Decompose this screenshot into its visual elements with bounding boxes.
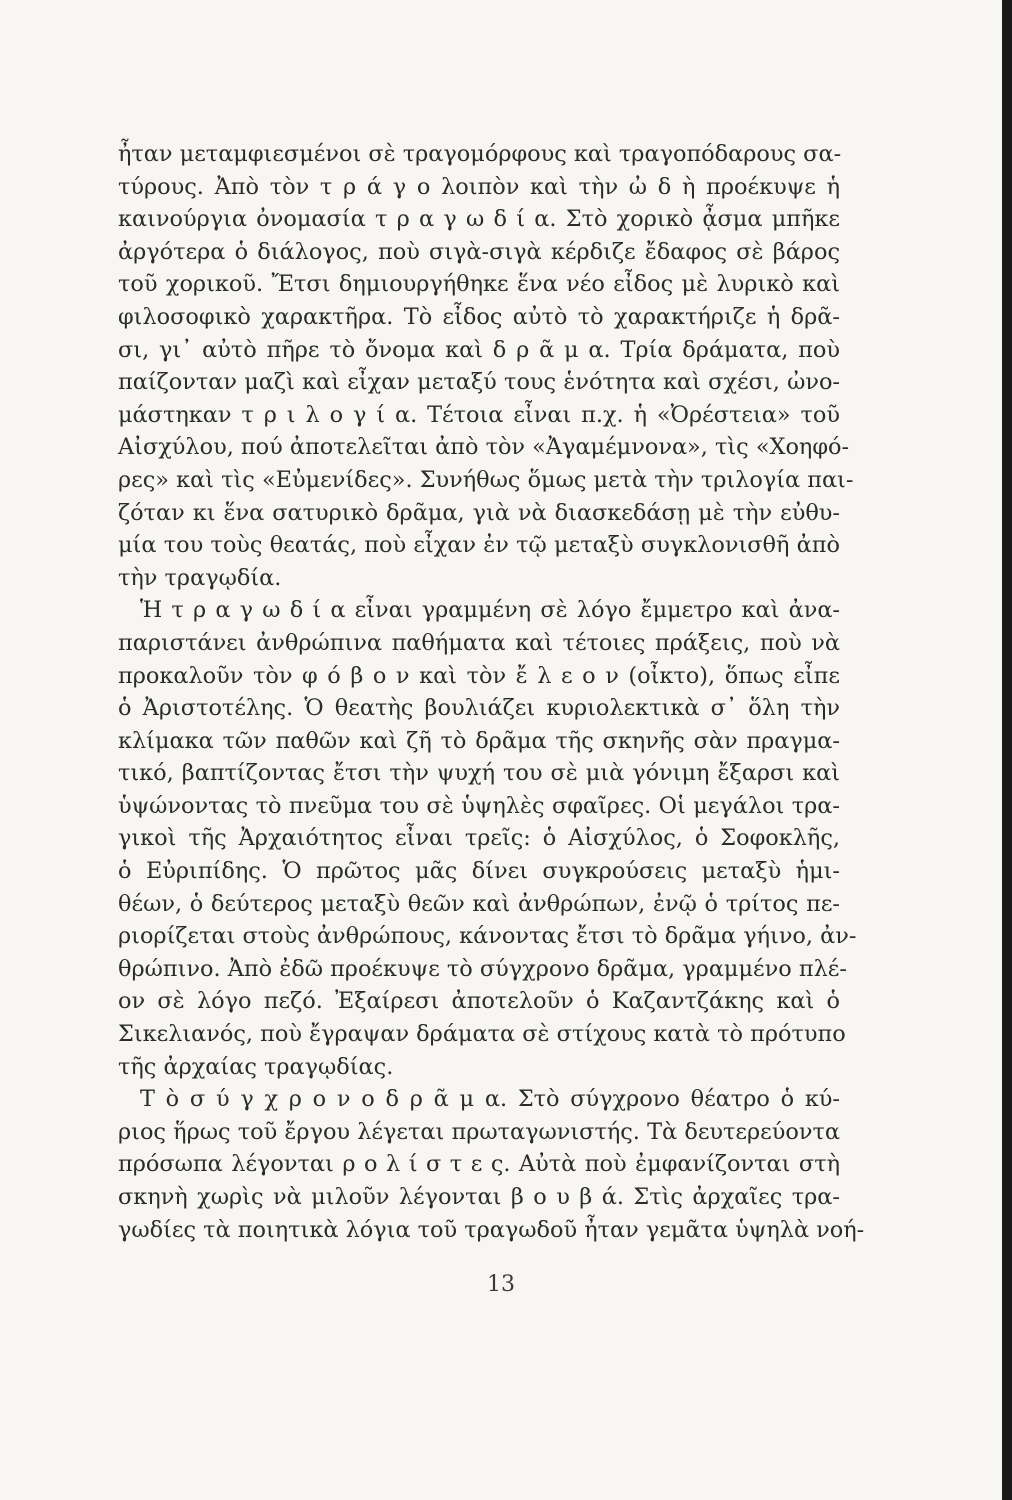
text-line: Αἰσχύλου, πού ἀποτελεῖται ἀπὸ τὸν «Ἀγαμέμνονα», τὶς «Χοηφό- [118,434,850,461]
text-line: ὁ Εὐριπίδης. Ὁ πρῶτος μᾶς δίνει συγκρούσεις μεταξὺ ἡμι- [118,858,840,885]
page-edge [1002,0,1012,1500]
text-line: γωδίες τὰ ποιητικὰ λόγια τοῦ τραγωδοῦ ἦταν γεμᾶτα ὑψηλὰ νοή- [118,1216,865,1243]
text-line: ζόταν κι ἕνα σατυρικὸ δρᾶμα, γιὰ νὰ διασκεδάσῃ μὲ τὴν εὐθυ- [118,499,840,526]
text-line: ὁ Ἀριστοτέλης. Ὁ θεατὴς βουλιάζει κυριολεκτικὰ σ᾽ ὅλη τὴν [118,695,840,722]
text-line: ἦταν μεταμφιεσμένοι σὲ τραγομόρφους καὶ τραγοπόδαρους σα- [118,141,842,167]
text-line: τικό, βαπτίζοντας ἔτσι τὴν ψυχή του σὲ μιὰ γόνιμη ἔξαρσι καὶ [118,760,840,787]
text-line: προκαλοῦν τὸν φ ό β ο ν καὶ τὸν ἔ λ ε ο ν (οἶκτο), ὅπως εἶπε [118,662,840,689]
text-line: γικοὶ τῆς Ἀρχαιότητος εἶναι τρεῖς: ὁ Αἰσχύλος, ὁ Σοφοκλῆς, [118,825,840,852]
text-line: ρες» καὶ τὶς «Εὐμενίδες». Συνήθως ὅμως μετὰ τὴν τριλογία παι- [118,466,854,493]
text-line: μάστηκαν τ ρ ι λ ο γ ί α. Τέτοια εἶναι π.χ. ἡ «Ὀρέστεια» τοῦ [118,401,840,428]
page-number: 13 [487,1272,515,1297]
text-line: πρόσωπα λέγονται ρ ο λ ί σ τ ε ς. Αὐτὰ ποὺ ἐμφανίζονται στὴ [118,1151,840,1178]
body-text [118,138,865,1246]
text-line: τῆς ἀρχαίας τραγῳδίας. [118,1053,394,1080]
text-line: Ἡ τ ρ α γ ω δ ί α εἶναι γραμμένη σὲ λόγο ἔμμετρο καὶ ἀνα- [140,597,840,624]
text-line: παίζονταν μαζὶ καὶ εἶχαν μεταξύ τους ἑνότητα καὶ σχέσι, ὠνο- [118,369,840,396]
text-line: ἀργότερα ὁ διάλογος, ποὺ σιγὰ-σιγὰ κέρδιζε ἔδαφος σὲ βάρος [118,238,840,265]
text-line: σι, γι᾽ αὐτὸ πῆρε τὸ ὄνομα καὶ δ ρ ᾶ μ α. Τρία δράματα, ποὺ [118,336,840,363]
text-line: ριορίζεται στοὺς ἀνθρώπους, κάνοντας ἔτσι τὸ δρᾶμα γήινο, ἀν- [118,923,857,950]
text-line: θρώπινο. Ἀπὸ ἐδῶ προέκυψε τὸ σύγχρονο δρᾶμα, γραμμένο πλέ- [118,955,847,982]
text-line: τὴν τραγῳδία. [118,564,282,591]
text-line: φιλοσοφικὸ χαρακτῆρα. Τὸ εἶδος αὐτὸ τὸ χαρακτήριζε ἡ δρᾶ- [118,303,840,330]
text-line: κλίμακα τῶν παθῶν καὶ ζῆ τὸ δρᾶμα τῆς σκηνῆς σὰν πραγμα- [118,727,840,754]
text-line: τύρους. Ἀπὸ τὸν τ ρ ά γ ο λοιπὸν καὶ τὴν ὠ δ ὴ προέκυψε ἡ [118,173,840,200]
text-line: ριος ἥρως τοῦ ἔργου λέγεται πρωταγωνιστής. Τὰ δευτερεύοντα [118,1118,840,1145]
text-line: Σικελιανός, ποὺ ἔγραψαν δράματα σὲ στίχους κατὰ τὸ πρότυπο [118,1021,846,1048]
text-line: σκηνὴ χωρὶς νὰ μιλοῦν λέγονται β ο υ β ά. Στὶς ἀρχαῖες τρα- [118,1184,840,1210]
text-line: καινούργια ὀνομασία τ ρ α γ ω δ ί α. Στὸ χορικὸ ᾆσμα μπῆκε [118,206,840,233]
text-line: ον σὲ λόγο πεζό. Ἐξαίρεσι ἀποτελοῦν ὁ Καζαντζάκης καὶ ὁ [118,988,840,1015]
text-line: τοῦ χορικοῦ. Ἔτσι δημιουργήθηκε ἕνα νέο εἶδος μὲ λυρικὸ καὶ [118,271,840,298]
text-line: Τ ὸ σ ύ γ χ ρ ο ν ο δ ρ ᾶ μ α. Στὸ σύγχρονο θέατρο ὁ κύ- [140,1086,840,1113]
text-line: ὑψώνοντας τὸ πνεῦμα του σὲ ὑψηλὲς σφαῖρες. Οἱ μεγάλοι τρα- [118,792,840,819]
text-line: θέων, ὁ δεύτερος μεταξὺ θεῶν καὶ ἀνθρώπων, ἐνῷ ὁ τρίτος πε- [118,890,840,917]
text-line: μία του τοὺς θεατάς, ποὺ εἶχαν ἐν τῷ μεταξὺ συγκλονισθῆ ἀπὸ [118,532,840,559]
text-line: παριστάνει ἀνθρώπινα παθήματα καὶ τέτοιες πράξεις, ποὺ νὰ [118,629,840,656]
